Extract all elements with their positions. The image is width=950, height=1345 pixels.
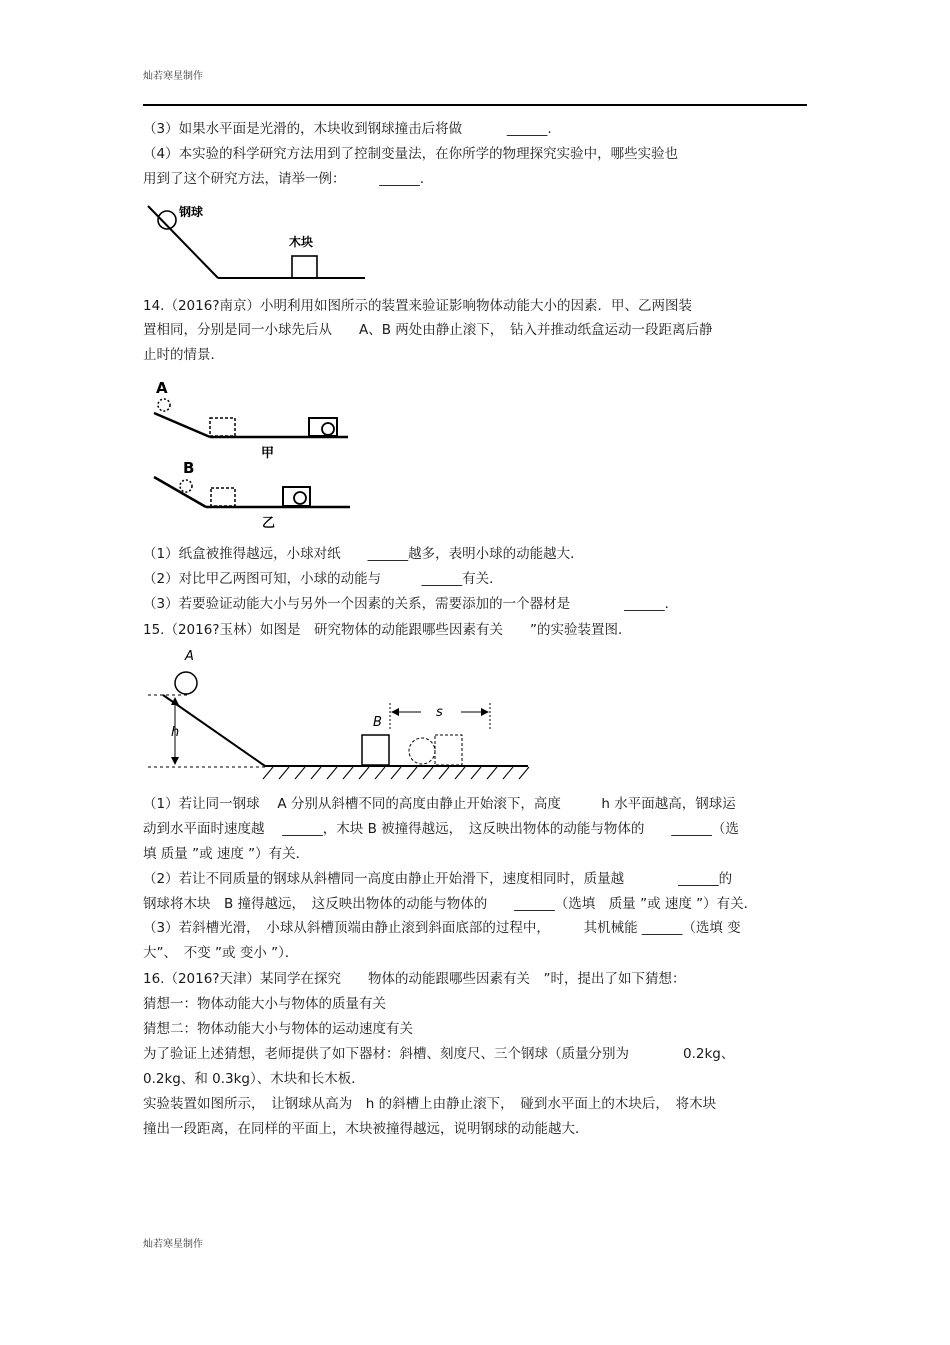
text-line: 0.2kg、和 0.3kg）、木块和长木板． [143, 1071, 365, 1087]
header-rule [143, 104, 807, 106]
text-line: 止时的情景． [143, 347, 224, 363]
label-b: B [183, 459, 195, 477]
text-line: 填 质量 ”或 速度 ”）有关． [143, 846, 310, 862]
text-line: 用到了这个研究方法，请举一例： ______. [143, 171, 425, 187]
label-a: A [156, 379, 168, 397]
text-line: （3）若要验证动能大小与另外一个因素的关系，需要添加的一个器材是 ______． [143, 596, 679, 612]
text-line: 猜想二：物体动能大小与物体的运动速度有关 [143, 1021, 413, 1037]
text-line: （4）本实验的科学研究方法用到了控制变量法，在你所学的物理探究实验中，哪些实验也 [143, 146, 679, 162]
label-block-b: B [373, 715, 382, 730]
ground-hatching [263, 767, 529, 779]
text-line: 为了验证上述猜想，老师提供了如下器材：斜槽、刻度尺、三个钢球（质量分别为 0.2kg、 [143, 1046, 735, 1062]
figure-two-setups [148, 375, 358, 535]
block-b [362, 735, 389, 765]
text-line: 钢球将木块 B 撞得越远， 这反映出物体的动能与物体的 ______（选填 质量 ”或 速度 ”）有关． [143, 896, 758, 912]
ball-start-b [180, 480, 192, 492]
box-start-a [210, 418, 235, 436]
text-line: 实验装置如图所示， 让钢球从高为 h 的斜槽上由静止滚下， 碰到水平面上的木块后， 将木块 [143, 1096, 717, 1112]
page-header: 灿若寒星制作 [143, 71, 203, 82]
label-distance: s [436, 705, 443, 720]
page-footer: 灿若寒星制作 [143, 1239, 203, 1250]
label-height: h [171, 725, 180, 740]
ball-end-b [294, 492, 306, 504]
text-line: （3）若斜槽光滑， 小球从斜槽顶端由静止滚到斜面底部的过程中， 其机械能 ______（选填 变 [143, 920, 741, 936]
ball-start-a [158, 399, 170, 411]
ball-label: 钢球 [179, 205, 204, 219]
text-line: 14.（2016?南京）小明利用如图所示的装置来验证影响物体动能大小的因素．甲、乙两图装 [143, 298, 692, 314]
text-line: 置相同，分别是同一小球先后从 A、B 两处由静止滚下， 钻入并推动纸盒运动一段距离后静 [143, 322, 713, 338]
block-label: 木块 [289, 235, 314, 249]
wood-block [292, 256, 317, 278]
figure-chute-height [143, 643, 533, 788]
ball-after [409, 738, 435, 764]
text-line: （1）若让同一钢球 A 分别从斜槽不同的高度由静止开始滚下，高度 h 水平面越高，钢球运 [143, 796, 736, 812]
text-line: （2）对比甲乙两图可知，小球的动能与 ______有关． [143, 571, 503, 587]
block-after [435, 735, 462, 765]
caption-yi: 乙 [262, 516, 276, 531]
text-line: （1）纸盒被推得越远，小球对纸 ______越多，表明小球的动能越大． [143, 546, 584, 562]
text-line: 撞出一段距离，在同样的平面上，木块被撞得越远，说明钢球的动能越大． [143, 1121, 589, 1137]
ball-a [175, 672, 197, 694]
text-line: 15.（2016?玉林）如图是 研究物体的动能跟哪些因素有关 ”的实验装置图． [143, 622, 632, 638]
text-line: （2）若让不同质量的钢球从斜槽同一高度由静止开始滑下，速度相同时，质量越 ______的 [143, 871, 733, 887]
text-line: 动到水平面时速度越 ______，木块 B 被撞得越远， 这反映出物体的动能与物体的 ______（选 [143, 821, 739, 837]
ball-end-a [322, 423, 334, 435]
box-start-b [211, 488, 235, 506]
label-ball-a: A [185, 649, 194, 664]
text-line: 猜想一：物体动能大小与物体的质量有关 [143, 996, 386, 1012]
text-line: 16.（2016?天津）某同学在探究 物体的动能跟哪些因素有关 ”时，提出了如下猜想： [143, 971, 686, 987]
caption-jia: 甲 [261, 446, 275, 461]
text-line: （3）如果水平面是光滑的，木块收到钢球撞击后将做 ______. [143, 121, 552, 137]
text-line: 大”、 不变 ”或 变小 ”）． [143, 945, 299, 961]
figure-ball-ramp-block [143, 198, 373, 288]
